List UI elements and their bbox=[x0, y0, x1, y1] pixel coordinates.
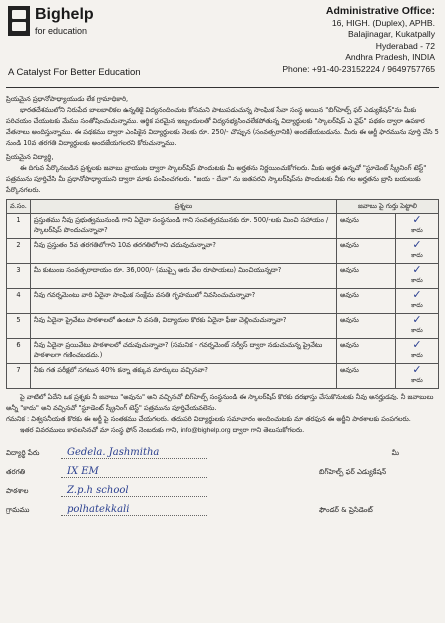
col-header-answer: జవాబు పై గుర్తు పెట్టాలి bbox=[337, 200, 439, 214]
office-phone: Phone: +91-40-23152224 / 9649757765 bbox=[282, 63, 435, 74]
question-text: నీవు ప్రస్తుతం 5వ తరగతిలోగాని 10వ తరగతిలోగాని చదువుచున్నావా? bbox=[30, 238, 336, 263]
tagline: A Catalyst For Better Education bbox=[8, 67, 141, 78]
answer-no-option[interactable] bbox=[396, 238, 439, 263]
question-text: మీ కుటుంబ సంవత్సరాదాయం రూ. 36,000/- (ముప్పై ఆరు వేల రూపాయలు) మించియున్నదా? bbox=[30, 263, 336, 288]
no-label: కాదు bbox=[411, 302, 423, 309]
student-name-value[interactable]: Gedela. Jashmitha bbox=[61, 447, 207, 459]
checkmark-icon: ✓ bbox=[412, 287, 422, 301]
yes-label: అవును bbox=[340, 315, 359, 324]
answer-yes-option[interactable] bbox=[337, 213, 396, 238]
row-number: 5 bbox=[7, 313, 31, 338]
book-logo-icon bbox=[8, 6, 30, 36]
no-label: కాదు bbox=[411, 377, 423, 384]
salutation-student: ప్రియమైన విద్యార్థి, bbox=[6, 153, 54, 161]
office-title: Administrative Office: bbox=[325, 5, 435, 17]
row-number: 2 bbox=[7, 238, 31, 263]
logo bbox=[8, 6, 94, 36]
no-label: కాదు bbox=[411, 327, 423, 334]
checkmark-icon: ✓ bbox=[412, 262, 422, 276]
row-number: 7 bbox=[7, 363, 31, 388]
no-label: కాదు bbox=[411, 277, 423, 284]
row-number: 4 bbox=[7, 288, 31, 313]
answer-yes-option[interactable] bbox=[337, 263, 396, 288]
question-text: నీవు గవర్నమెంటు వారి ఏదైనా సాంఘిక సంక్షేమ వసతి గృహములో నివసించుచున్నావా? bbox=[30, 288, 336, 313]
contact-text-end: ద్వారా గాని తెలుసుకోగలరు. bbox=[232, 425, 305, 434]
class-value[interactable]: IX EM bbox=[61, 466, 207, 478]
col-header-questions: ప్రశ్నలు bbox=[30, 200, 336, 214]
contact-text: ఇతర వివరములు కావలసినచో మా సంస్థ ఫోన్ నెంబరుకు గాని, bbox=[20, 425, 179, 434]
intro-paragraph: భారతదేశములోని నిరుపేద బాలబాలికల ఉన్నతికై విద్యనందించుట కోసమని పాటుపడుచున్న సాంఘిక సేవా సంస్థ అయిన "బిగ్‌హెల్ప్ ఫర్ ఎడ్యుకేషన్"ను మీకు పరిచయం చేయుటకు మేము సంతోషించుచున్నాము. ఆర్థిక పరమైన ఇబ్బందులతో విద్యనభ్యసించలేకపోతున్న విద్యార్థులకు "స్కాలర్‌షిప్ ఎ వైఫ్" పథకం ద్వారా ఉపకార వేతనాలు అందిస్తున్నాము. ఈ పథకము ద్వారా ఎంపికైన విద్యార్థులకు నెలకు రూ. 250/- చొప్పున (సంవత్సరానికి) అందజేయబడును. మీరు ఈ అర్జీ ఫారమును పూర్తి చేసి 5 నుండి 10వ తరగతి విద్యార్థులకు అందజేయగలరని కోరుచున్నాము. bbox=[6, 106, 439, 147]
email-link[interactable]: info@bighelp.org bbox=[180, 426, 231, 434]
village-label: గ్రామము bbox=[6, 505, 30, 514]
row-number: 3 bbox=[7, 263, 31, 288]
brand-subtitle: for education bbox=[35, 26, 88, 36]
row-number: 6 bbox=[7, 338, 31, 363]
letterhead bbox=[6, 4, 439, 94]
checkmark-icon: ✓ bbox=[412, 237, 422, 251]
header-divider bbox=[6, 87, 439, 88]
table-row bbox=[7, 288, 439, 313]
signoff-line: మీ bbox=[391, 448, 399, 457]
table-row bbox=[7, 313, 439, 338]
row-number: 1 bbox=[7, 213, 31, 238]
org-signature: బిగ్‌హెల్ప్ ఫర్ ఎడ్యుకేషన్ bbox=[319, 467, 387, 476]
office-line: Balajinagar, Kukatpally bbox=[348, 29, 435, 40]
founder-title: ఫౌండర్ & ప్రెసిడెంట్ bbox=[319, 505, 373, 514]
salutation-headmaster: ప్రియమైన ప్రధానోపాధ్యాయుడు లేక గ్రామాధికారి, bbox=[6, 95, 129, 103]
yes-label: అవును bbox=[340, 340, 359, 349]
table-row bbox=[7, 338, 439, 363]
yes-label: అవును bbox=[340, 365, 359, 374]
student-name-label: విద్యార్థి పేరు bbox=[6, 448, 40, 457]
instructions-paragraph: ఈ దిగువ పేర్కొనబడిన ప్రశ్నలకు జవాబు వ్రాయుట ద్వారా స్కాలర్‌షిప్ పొందుటకు మీ అర్హతను నిర్ణయించుకోగలరు. మీకు అర్హత ఉన్నచో "స్టూడెంట్ స్క్రీనింగ్ టెస్ట్" పత్రమును పూర్తిచేసి మీ ప్రధానోపాధ్యాయుని ద్వారా మాకు పంపించగలరు. "జయ - దేవా" ను జతపరచి స్కాలర్‌షిప్‌ను పొందుటకు నీకు గల అర్హతను బ్రాసి బయలుకు పేర్కొనగలరు. bbox=[6, 164, 427, 194]
eligibility-note: పై వాటిలో ఏదేని ఒక ప్రశ్నకు నీ జవాబు "అవును" అని వచ్చినచో బిగ్‌హెల్ప్ సంస్థనుండి ఈ స్కాలర్‌షిప్ కొరకు దరఖాస్తు చేసుకొనుటకు నీవు అనర్హుడవు. నీ జవాబులు అన్నీ "కాదు" అని వచ్చినచో "స్టూడెంట్ స్క్రీనింగ్ టెస్ట్" పత్రమును పూర్తిచేయవలెను. bbox=[6, 392, 434, 412]
answer-no-option[interactable] bbox=[396, 313, 439, 338]
answer-yes-option[interactable] bbox=[337, 363, 396, 388]
office-line: Andhra Pradesh, INDIA bbox=[345, 52, 435, 63]
yes-label: అవును bbox=[340, 215, 359, 224]
answer-no-option[interactable] bbox=[396, 338, 439, 363]
col-header-number: వ.సం. bbox=[7, 200, 31, 214]
village-value[interactable]: polhatekkali bbox=[61, 504, 207, 516]
letter-body bbox=[6, 94, 439, 436]
class-label: తరగతి bbox=[6, 467, 26, 476]
table-row bbox=[7, 363, 439, 388]
question-text: నీకు గత పరీక్షలో సగటున 40% కన్నా తక్కువ మార్కులు వచ్చినవా? bbox=[30, 363, 336, 388]
brand-name: Bighelp bbox=[35, 6, 94, 23]
yes-label: అవును bbox=[340, 265, 359, 274]
school-value[interactable]: Z.p.h school bbox=[61, 485, 207, 497]
yes-label: అవును bbox=[340, 290, 359, 299]
office-line: Hyderabad - 72 bbox=[375, 40, 435, 51]
no-label: కాదు bbox=[411, 352, 423, 359]
no-label: కాదు bbox=[411, 252, 423, 259]
answer-no-option[interactable] bbox=[396, 288, 439, 313]
question-text: నీవు ఏదైనా ప్రైవేటు పాఠశాలలో ఉంటూ నీ వసతి, విద్యాదుల కొరకు ఏదైనా ఫీజు చెల్లించుచున్నావా? bbox=[30, 313, 336, 338]
answer-yes-option[interactable] bbox=[337, 313, 396, 338]
applicant-fields bbox=[6, 440, 439, 516]
table-row bbox=[7, 263, 439, 288]
checkmark-icon: ✓ bbox=[412, 337, 422, 351]
checkmark-icon: ✓ bbox=[412, 312, 422, 326]
checkmark-icon: ✓ bbox=[412, 212, 422, 226]
question-text: ప్రస్తుతము నీవు ప్రభుత్వమునుండి గాని ఏదైనా సంస్థనుండి గాని సంవత్సరమునకు రూ. 500/-లకు మించి సహాయం / స్కాలర్‌షిప్ పొందుచున్నావా? bbox=[30, 213, 336, 238]
notice: గమనిక : విశ్వసనీయత కొరకు ఈ అర్జీ పై సంతకము చేయగలరు. తదుపరి విద్యార్థులకు సమాచారం అందించుటకు మా తరఫున ఈ అర్జీని పాఠశాలకు పంపగలరు. bbox=[6, 414, 411, 423]
table-row bbox=[7, 213, 439, 238]
office-address bbox=[235, 4, 435, 75]
question-text: నీవు ఏదైనా ప్రయివేటు పాఠశాలలో చదువుచున్నావా? (సమనిక - గవర్నమెంట్ సర్వీస్ ద్వారా నడుచుచున్న ప్రైవేటు పాఠశాలగా గణించబడదు.) bbox=[30, 338, 336, 363]
office-line: 16, HIGH. (Duplex), APHB. bbox=[331, 18, 435, 28]
answer-no-option[interactable] bbox=[396, 263, 439, 288]
answer-yes-option[interactable] bbox=[337, 288, 396, 313]
checkmark-icon: ✓ bbox=[412, 362, 422, 376]
table-row bbox=[7, 238, 439, 263]
answer-yes-option[interactable] bbox=[337, 338, 396, 363]
answer-yes-option[interactable] bbox=[337, 238, 396, 263]
answer-no-option[interactable] bbox=[396, 363, 439, 388]
eligibility-table bbox=[6, 199, 439, 389]
no-label: కాదు bbox=[411, 227, 423, 234]
yes-label: అవును bbox=[340, 240, 359, 249]
answer-no-option[interactable] bbox=[396, 213, 439, 238]
contact-note bbox=[6, 425, 439, 436]
school-label: పాఠశాల bbox=[6, 486, 29, 495]
